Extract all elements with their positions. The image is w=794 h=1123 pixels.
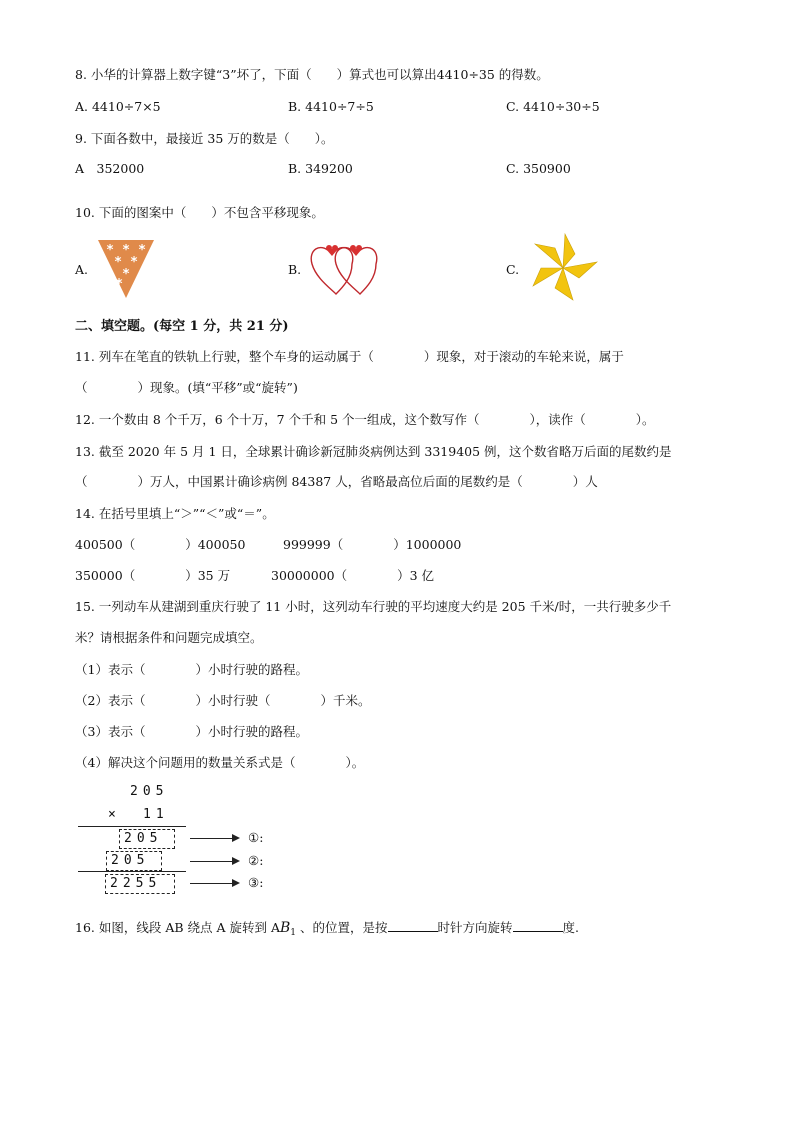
svg-text:*: *	[122, 267, 130, 282]
q15-sub-4: （4）解决这个问题用的数量关系式是（ ）。	[75, 755, 365, 770]
question-14-stem: 14. 在括号里填上“＞”“＜”或“＝”。	[75, 506, 275, 521]
arrow-2	[190, 861, 238, 862]
q16-blank-2	[513, 919, 563, 932]
q16-text-2: 、的位置，是按	[300, 920, 388, 935]
question-8-stem: 8. 小华的计算器上数字键“3”坏了，下面（ ）算式也可以算出4410÷35 的得数。	[75, 67, 549, 82]
question-9-stem: 9. 下面各数中，最接近 35 万的数是（ ）。	[75, 131, 334, 146]
partial-product-1: 205	[124, 831, 163, 846]
question-13-line-2: （ ）万人，中国累计确诊病例 84387 人，省略最高位后面的尾数约是（ ）人	[75, 474, 598, 489]
double-heart-picture	[306, 240, 386, 298]
q16-text-1: 16. 如图，线段 AB 绕点 A 旋转到 A	[75, 920, 280, 935]
arrow-1	[190, 838, 238, 839]
q14-row1-item2: 999999（ ）1000000	[283, 537, 462, 552]
label-3: ③:	[248, 875, 264, 890]
label-1: ①:	[248, 830, 264, 845]
calc-rule-1	[78, 826, 186, 827]
question-10-stem: 10. 下面的图案中（ ）不包含平移现象。	[75, 205, 324, 220]
q10-option-b: B.	[288, 262, 302, 277]
question-13-line-1: 13. 截至 2020 年 5 月 1 日，全球累计确诊新冠肺炎病例达到 3319405 例，这个数省略万后面的尾数约是	[75, 444, 672, 459]
svg-text:*: *	[138, 243, 146, 258]
q16-sub: 1	[290, 928, 297, 938]
svg-text:*: *	[130, 255, 138, 270]
partial-product-2: 205	[111, 853, 150, 868]
calc-multiplicand: 205	[130, 784, 169, 799]
svg-text:*: *	[122, 243, 130, 258]
svg-text:*: *	[106, 243, 114, 258]
question-12-line-1: 12. 一个数由 8 个千万，6 个十万，7 个千和 5 个一组成，这个数写作（ ），读作（ ）。	[75, 412, 655, 427]
q14-row2-item1: 350000（ ）35 万	[75, 568, 231, 583]
q10-option-a: A.	[75, 262, 89, 277]
q15-sub-3: （3）表示（ ）小时行驶的路程。	[75, 724, 308, 739]
svg-text:*: *	[114, 255, 122, 270]
question-11-line-2: （ ）现象。(填“平移”或“旋转”)	[75, 380, 298, 395]
calc-times-sign: ×	[108, 807, 121, 822]
question-15-line-2: 米？请根据条件和问题完成填空。	[75, 630, 263, 645]
arrow-3	[190, 883, 238, 884]
q10-option-c: C.	[506, 262, 520, 277]
q9-option-a: A 352000	[75, 161, 145, 176]
q14-row1-item1: 400500（ ）400050	[75, 537, 246, 552]
q9-option-c: C. 350900	[506, 161, 571, 176]
q16-text-4: 度.	[562, 920, 580, 935]
triangle-snowflake-picture	[96, 238, 156, 300]
svg-text:*: *	[115, 277, 123, 292]
q16-text-3: 时针方向旋转	[437, 920, 513, 935]
q16-blank-1	[388, 919, 438, 932]
q8-option-c: C. 4410÷30÷5	[506, 99, 600, 114]
q15-sub-1: （1）表示（ ）小时行驶的路程。	[75, 662, 308, 677]
question-16	[75, 919, 579, 941]
q16-b: B	[280, 920, 291, 936]
question-11-line-1: 11. 列车在笔直的铁轨上行驶，整个车身的运动属于（ ）现象，对于滚动的车轮来说，属于	[75, 349, 624, 364]
calc-multiplier: 11	[143, 807, 169, 822]
q8-option-a: A. 4410÷7×5	[75, 99, 161, 114]
calc-rule-2	[78, 871, 186, 872]
q9-option-b: B. 349200	[288, 161, 353, 176]
question-15-line-1: 15. 一列动车从建湖到重庆行驶了 11 小时，这列动车行驶的平均速度大约是 205 千米/时，一共行驶多少千	[75, 599, 672, 614]
q8-option-b: B. 4410÷7÷5	[288, 99, 374, 114]
total-product: 2255	[110, 876, 162, 891]
q15-sub-2: （2）表示（ ）小时行驶（ ）千米。	[75, 693, 371, 708]
q14-row2-item2: 30000000（ ）3 亿	[271, 568, 435, 583]
section-2-title: 二、填空题。(每空 1 分，共 21 分)	[75, 319, 289, 334]
pinwheel-picture	[527, 232, 599, 304]
label-2: ②:	[248, 853, 264, 868]
